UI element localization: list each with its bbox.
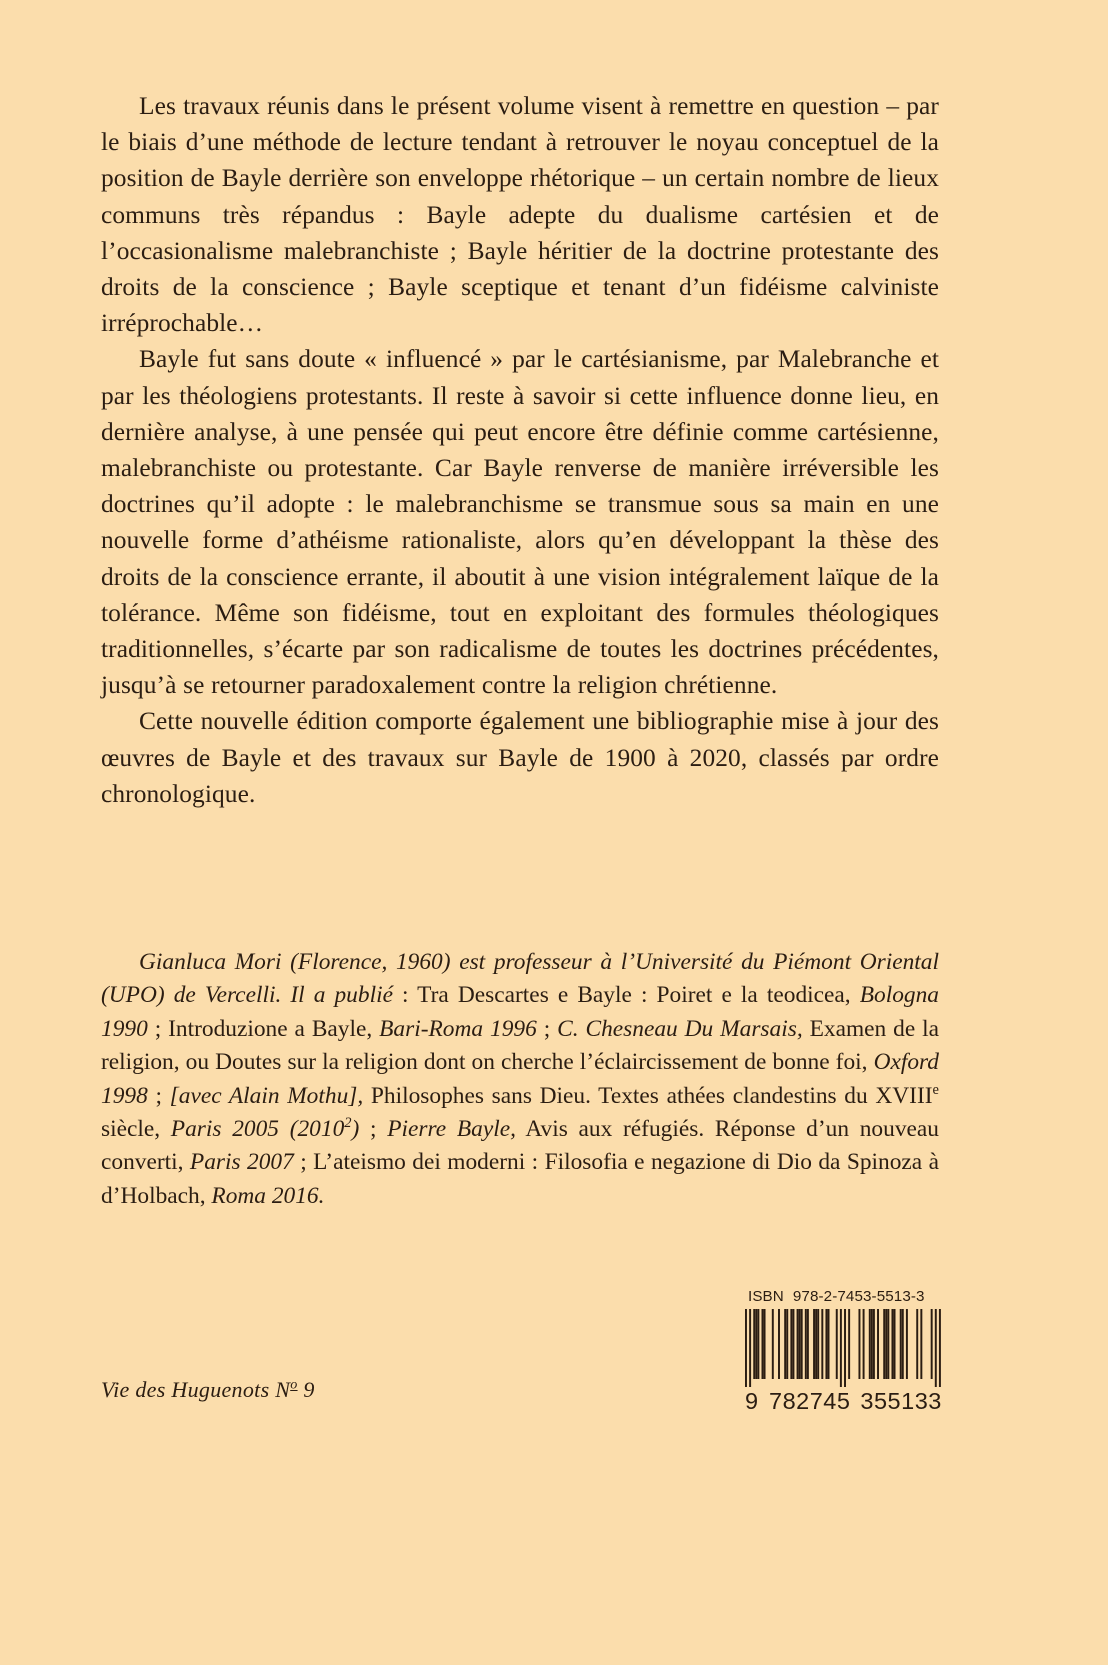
blurb-paragraph-2: Bayle fut sans doute « influencé » par le cartésianisme, par Malebranche et par les théologiens protestants. Il reste à savoir si cette influence donne lieu, en dernière analyse, à une pensée qui peut encore être définie comme cartésienne, malebranchiste ou protestante. Car Bayle renverse de manière irréversible les doctrines qu’il adopte : le malebranchisme se transmue sous sa main en une nouvelle forme d’athéisme rationaliste, alors qu’en développant la thèse des droits de la conscience errante, il aboutit à une vision intégralement laïque de la tolérance. Même son fidéisme, tout en exploitant des formules théologiques traditionnelles, s’écarte par son radicalisme de toutes les doctrines précédentes, jusqu’à se retourner paradoxalement contre la religion chrétienne. <box>101 345 939 700</box>
isbn-number: 978-2-7453-5513-3 <box>792 1288 925 1305</box>
barcode-bars-icon <box>745 1309 941 1387</box>
bio-segment-22: ; L’ateismo dei moderni : Filosofia e negazione di Dio da Spinoza à d’Holbach, <box>101 1149 939 1209</box>
isbn-line <box>745 1288 945 1305</box>
bio-segment-3: ; Introduzione a Bayle, <box>147 1015 373 1042</box>
bio-segment-6: C. Chesneau Du Marsais, <box>557 1015 803 1042</box>
blurb-paragraph-1: Les travaux réunis dans le présent volume visent à remettre en question – par le biais d’une méthode de lecture tendant à retrouver le noyau conceptuel de la position de Bayle derrière son enveloppe rhétorique – un certain nombre de lieux communs très répandus : Bayle adepte du dualisme cartésien et de l’occasionalisme malebranchiste ; Bayle héritier de la doctrine protestante des droits de la conscience ; Bayle sceptique et tenant d’un fidéisme calviniste irréprochable… <box>101 92 939 338</box>
bio-segment-2: Bologna 1990 <box>101 982 939 1042</box>
bio-segment-1: : Tra Descartes e Bayle : Poiret e la teodicea, <box>392 982 851 1009</box>
bio-segment-19: Pierre Bayle, <box>387 1116 516 1143</box>
bio-segment-9: ; <box>147 1082 170 1109</box>
bio-segment-11: Philosophes sans Dieu. Textes athées clandestins du <box>363 1082 876 1109</box>
series-label: Vie des Huguenots N <box>101 1377 291 1402</box>
bio-segment-13: e <box>932 1081 939 1098</box>
author-biography-paragraph <box>101 946 939 1213</box>
bio-segment-17: ) <box>351 1116 360 1143</box>
isbn-label: ISBN <box>748 1288 784 1305</box>
bio-segment-14: siècle, <box>101 1116 161 1143</box>
bio-segment-23: Roma 2016. <box>205 1182 325 1209</box>
barcode-block <box>745 1288 945 1415</box>
bio-segment-21: Paris 2007 <box>183 1149 294 1176</box>
series-number: 9 <box>297 1377 315 1402</box>
bio-segment-16: 2 <box>344 1115 352 1132</box>
bio-segment-5: ; <box>536 1015 558 1042</box>
blurb-block <box>101 88 939 812</box>
series-line <box>101 1377 315 1403</box>
bio-segment-0: Gianluca Mori (Florence, 1960) est professeur à l’Université du Piémont Oriental (UPO) de Vercelli. Il a publié <box>101 949 939 1009</box>
author-biography-block <box>101 946 939 1213</box>
bio-segment-18: ; <box>359 1116 388 1143</box>
bio-segment-10: [avec Alain Mothu], <box>169 1082 364 1109</box>
bio-segment-4: Bari-Roma 1996 <box>372 1015 537 1042</box>
series-ordinal-marker: o <box>290 1376 298 1393</box>
bio-segment-20: Avis aux réfugiés. Réponse d’un nouveau converti, <box>101 1116 939 1176</box>
ean-digits <box>745 1388 945 1415</box>
ean-group-2: 355133 <box>860 1388 942 1414</box>
ean-lead-digit: 9 <box>745 1388 759 1414</box>
bio-segment-15: Paris 2005 (2010 <box>160 1116 345 1143</box>
ean-group-1: 782745 <box>769 1388 851 1414</box>
bio-segment-7: Examen de la religion, ou Doutes sur la religion dont on cherche l’éclaircissement de bonne foi, <box>101 1015 940 1076</box>
bio-segment-12: XVIII <box>875 1082 933 1109</box>
blurb-paragraph-3: Cette nouvelle édition comporte également une bibliographie mise à jour des œuvres de Bayle et des travaux sur Bayle de 1900 à 2020, classés par ordre chronologique. <box>101 707 939 808</box>
bio-segment-8: Oxford 1998 <box>101 1049 939 1109</box>
